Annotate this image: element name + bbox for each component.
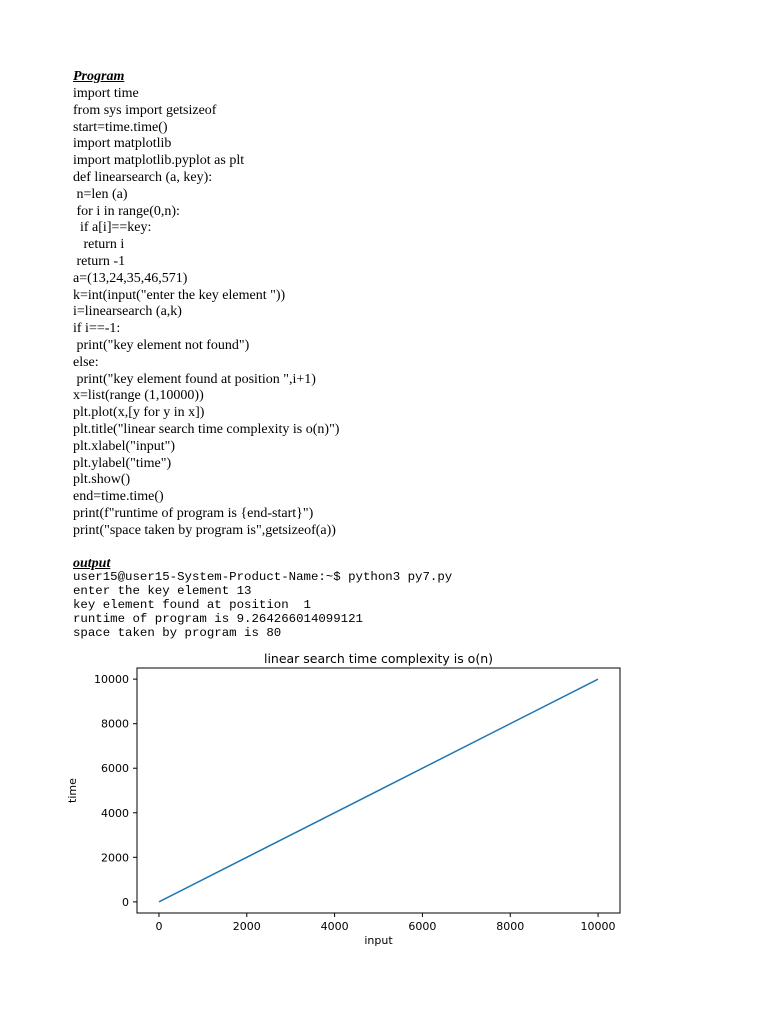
- x-tick-label: 8000: [496, 920, 525, 933]
- code-line: plt.plot(x,[y for y in x]): [73, 405, 205, 421]
- x-tick-label: 4000: [320, 920, 349, 933]
- code-line: n=len (a): [73, 186, 128, 202]
- code-line: import matplotlib.pyplot as plt: [73, 153, 245, 169]
- code-line: x=list(range (1,10000)): [73, 388, 204, 404]
- code-line: i=linearsearch (a,k): [73, 304, 182, 320]
- code-line: k=int(input("enter the key element ")): [73, 287, 286, 303]
- line-chart: [60, 648, 630, 947]
- x-tick-label: 0: [155, 920, 163, 933]
- x-tick-label: 2000: [232, 920, 261, 933]
- code-line: plt.xlabel("input"): [73, 438, 176, 454]
- y-tick-label: 0: [122, 895, 129, 909]
- terminal-line: runtime of program is 9.264266014099121: [73, 611, 363, 626]
- code-line: if i==-1:: [73, 321, 121, 337]
- code-line: return i: [73, 237, 125, 253]
- code-line: start=time.time(): [73, 119, 168, 135]
- chart-title: linear search time complexity is o(n): [263, 651, 494, 666]
- series-line: [159, 679, 598, 902]
- terminal-line: user15@user15-System-Product-Name:~$ python3 py7.py: [73, 570, 453, 584]
- code-line: else:: [73, 354, 99, 370]
- code-line: import matplotlib: [73, 136, 172, 152]
- chart-canvas: [60, 648, 630, 947]
- code-line: plt.ylabel("time"): [73, 455, 172, 471]
- code-line: return -1: [73, 253, 126, 269]
- program-code: [73, 86, 339, 540]
- code-line: plt.title("linear search time complexity is o(n)"): [73, 421, 340, 437]
- code-line: plt.show(): [73, 472, 131, 488]
- code-line: print("key element not found"): [73, 337, 250, 353]
- y-tick-label: 10000: [94, 673, 129, 687]
- code-line: print(f"runtime of program is {end-start}"): [73, 505, 314, 521]
- code-line: print("space taken by program is",getsizeof(a)): [73, 522, 336, 538]
- y-tick-label: 2000: [101, 851, 129, 865]
- output-heading: output: [73, 556, 111, 571]
- program-heading: Program: [73, 69, 125, 84]
- x-axis-label: input: [364, 934, 393, 947]
- code-line: import time: [73, 86, 139, 101]
- y-axis-label: time: [66, 778, 79, 803]
- y-tick-label: 6000: [101, 762, 129, 776]
- code-line: def linearsearch (a, key):: [73, 169, 213, 185]
- code-line: if a[i]==key:: [73, 220, 152, 236]
- code-line: from sys import getsizeof: [73, 102, 217, 118]
- x-tick-label: 6000: [408, 920, 437, 933]
- y-tick-label: 8000: [101, 717, 129, 731]
- code-line: for i in range(0,n):: [73, 203, 180, 219]
- terminal-line: enter the key element 13: [73, 583, 252, 598]
- terminal-output: [73, 571, 452, 640]
- code-line: end=time.time(): [73, 489, 164, 505]
- code-line: a=(13,24,35,46,571): [73, 270, 188, 286]
- terminal-line: key element found at position 1: [73, 597, 311, 612]
- terminal-line: space taken by program is 80: [73, 625, 282, 640]
- code-line: print("key element found at position ",i+1): [73, 371, 316, 387]
- x-tick-label: 10000: [580, 920, 616, 933]
- y-tick-label: 4000: [101, 806, 129, 820]
